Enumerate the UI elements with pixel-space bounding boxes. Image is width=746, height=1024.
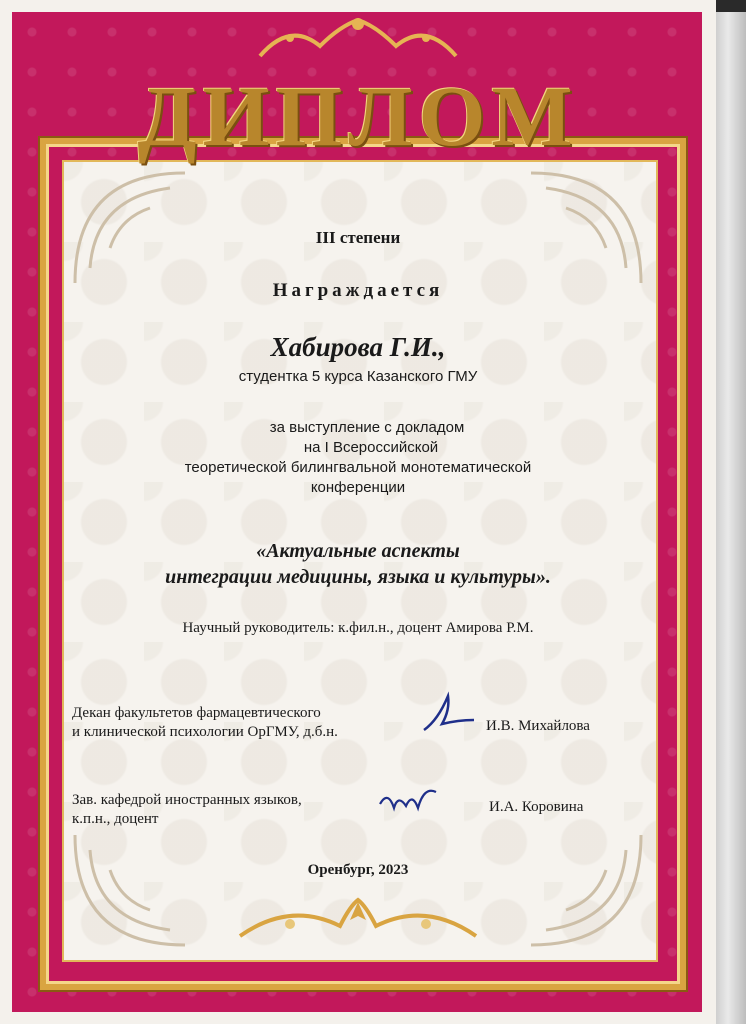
reason-line: теоретической билингвальной монотематической	[184, 459, 532, 476]
recipient-name: Хабирова Г.И.,	[270, 332, 446, 362]
position-line: Зав. кафедрой иностранных языков,	[72, 792, 302, 808]
signature-icon	[376, 784, 442, 822]
scanner-edge-shadow	[716, 0, 746, 12]
conference-title-line: «Актуальные аспекты	[256, 540, 460, 562]
diploma-heading: ДИПЛОМ	[137, 68, 579, 164]
degree-label: III степени	[315, 228, 401, 247]
position-line: Декан факультетов фармацевтического	[72, 705, 321, 721]
bottom-ornament-icon	[230, 896, 486, 952]
award-reason	[62, 418, 654, 498]
place-and-date: Оренбург, 2023	[307, 862, 409, 878]
reason-line: за выступление с докладом	[269, 419, 465, 436]
awarded-label: Награждается	[272, 280, 444, 301]
signature-icon	[418, 690, 478, 738]
corner-flourish-icon	[526, 830, 646, 950]
conference-title-line: интеграции медицины, языка и культуры».	[165, 566, 551, 588]
scanner-edge	[716, 0, 746, 1024]
position-line: к.п.н., доцент	[72, 811, 159, 827]
reason-line: конференции	[310, 479, 406, 496]
recipient-description: студентка 5 курса Казанского ГМУ	[238, 368, 478, 385]
conference-title	[62, 538, 654, 590]
signatory-name: И.В. Михайлова	[486, 718, 590, 734]
scientific-advisor: Научный руководитель: к.фил.н., доцент Амирова Р.М.	[182, 620, 534, 636]
corner-flourish-icon	[70, 830, 190, 950]
reason-line: на I Всероссийской	[303, 439, 439, 456]
dean-position	[72, 704, 338, 742]
head-of-department-position	[72, 791, 302, 829]
top-ornament-icon	[250, 16, 466, 64]
signatory-name: И.А. Коровина	[489, 799, 584, 815]
position-line: и клинической психологии ОрГМУ, д.б.н.	[72, 724, 338, 740]
